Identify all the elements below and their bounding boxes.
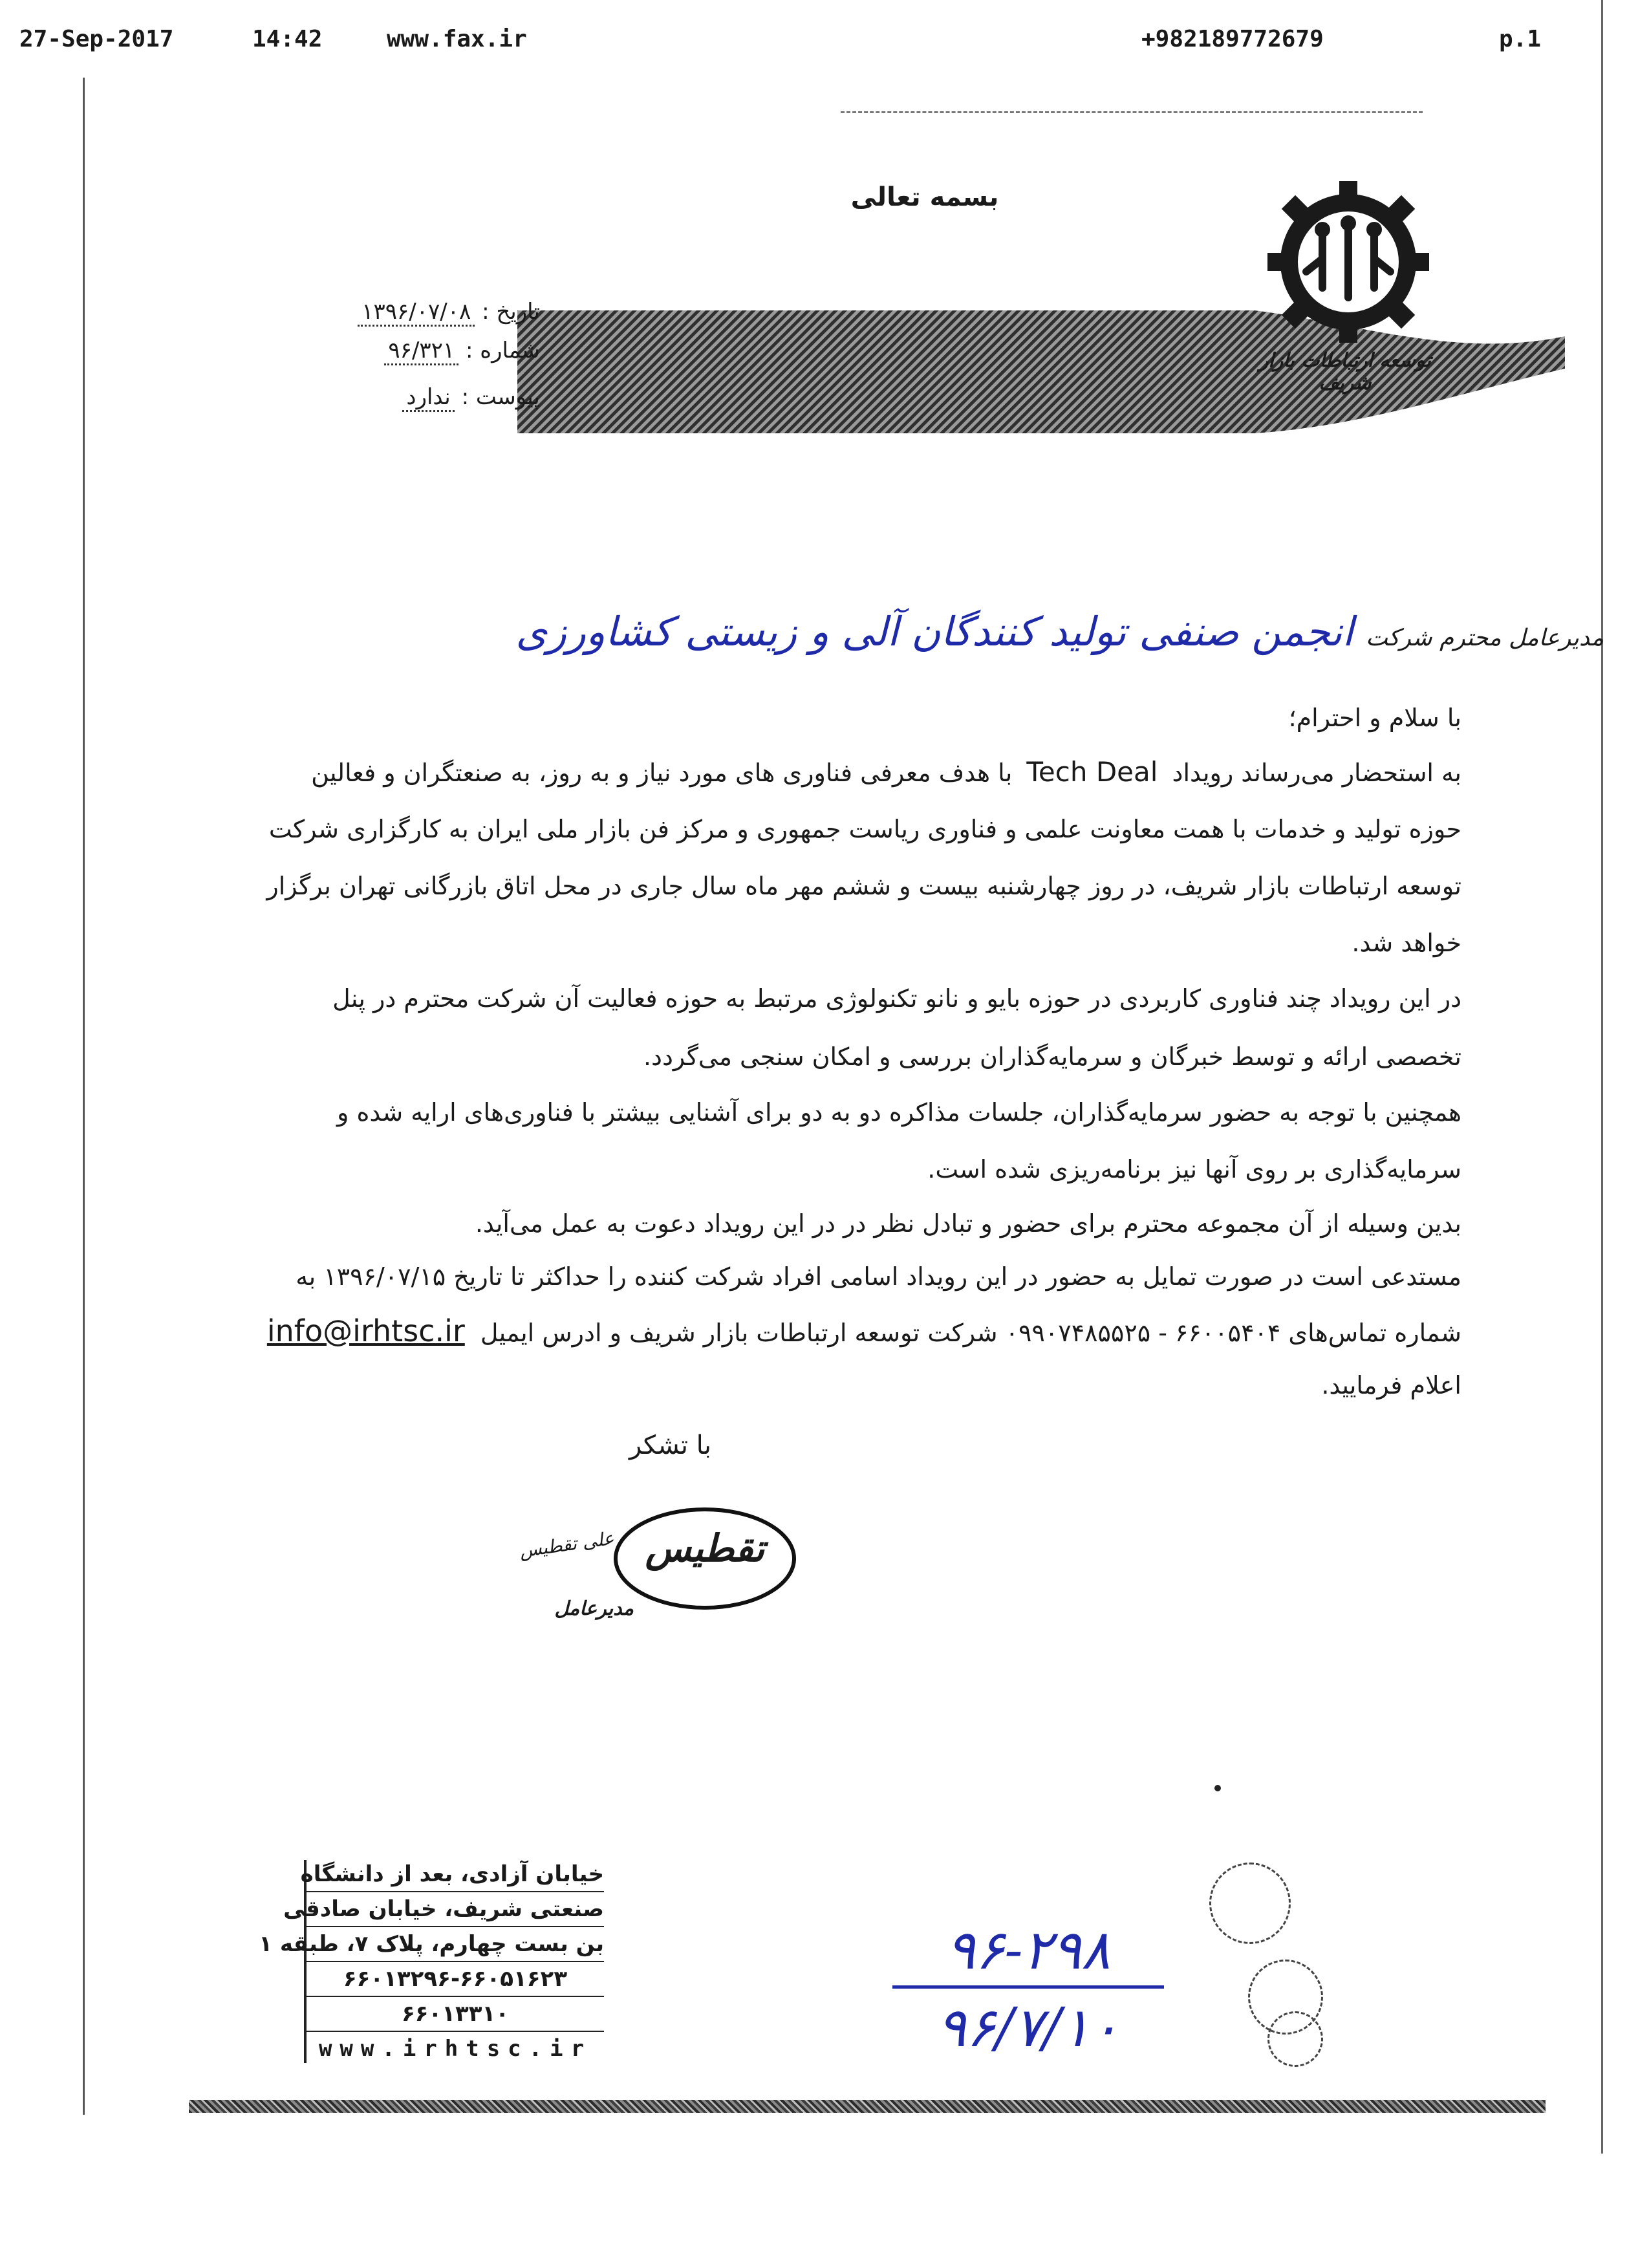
letter-number-row [285, 338, 540, 363]
p5-l2-text: شماره تماس‌های ۶۶۰۰۵۴۰۴ - ۰۹۹۰۷۴۸۵۵۲۵ شرکت توسعه ارتباطات بازار شریف و ادرس ایمیل [480, 1319, 1461, 1347]
footer-address-block [259, 1860, 604, 2063]
basmala: بسمه تعالی [850, 182, 999, 212]
footer-addr-line-1: خیابان آزادی، بعد از دانشگاه [307, 1860, 604, 1892]
stamp-circle-1 [1209, 1863, 1291, 1944]
bottom-hatched-bar [189, 2100, 1546, 2113]
paragraph-5-line-3: اعلام فرمایید. [1321, 1371, 1461, 1399]
paragraph-1-line-2: حوزه تولید و خدمات با همت معاونت علمی و فناوری ریاست جمهوری و مرکز فن بازار ملی ایران به کارگزاری شرکت [268, 815, 1461, 843]
p1-l1-post: با هدف معرفی فناوری های مورد نیاز و به روز، به صنعتگران و فعالین [311, 759, 1013, 787]
date-label: تاریخ : [482, 299, 540, 325]
fax-site: www.fax.ir [387, 26, 527, 52]
fax-phone: +982189772679 [1141, 26, 1324, 52]
seal-signature-text: تقطیس [645, 1526, 765, 1570]
company-name-logo: توسعه ارتباطات بازار شریف [1259, 349, 1431, 394]
number-value: ۹۶/۳۲۱ [384, 338, 458, 365]
closing-thanks: با تشکر [629, 1431, 711, 1460]
letter-attachment-row [304, 384, 540, 410]
paragraph-3-line-2: سرمایه‌گذاری بر روی آنها نیز برنامه‌ریزی شده است. [927, 1155, 1461, 1183]
signer-name: علی تقطیس [518, 1527, 616, 1562]
paragraph-5-line-1: مستدعی است در صورت تمایل به حضور در این رویداد اسامی افراد شرکت کننده را حداکثر تا تاریخ ۱۳۹۶/۰۷/۱۵ به [296, 1262, 1461, 1291]
paragraph-1-line-4: خواهد شد. [1352, 929, 1461, 957]
company-logo-icon [1261, 175, 1436, 349]
paragraph-5-line-2 [155, 1313, 1461, 1348]
addressee-prefix: مدیرعامل محترم شرکت [1366, 625, 1604, 651]
p1-l1-pre: به استحضار می‌رساند رویداد [1172, 759, 1461, 787]
contact-email-link[interactable]: info@irhtsc.ir [266, 1313, 465, 1348]
footer-phone-1: ۶۶۰۱۳۲۹۶-۶۶۰۵۱۶۲۳ [307, 1962, 604, 1997]
paragraph-2-line-1: در این رویداد چند فناوری کاربردی در حوزه بایو و نانو تکنولوژی مرتبط به حوزه فعالیت آن شرکت محترم در پنل [332, 984, 1461, 1013]
letter-date-row [304, 299, 540, 325]
footer-phone-2: ۶۶۰۱۳۳۱۰ [307, 1997, 604, 2032]
handwritten-ref-date: ۹۶/۷/۱۰ [936, 1996, 1120, 2059]
paragraph-1-line-3: توسعه ارتباطات بازار شریف، در روز چهارشنبه بیست و ششم مهر ماه سال جاری در محل اتاق بازرگانی تهران برگزار [266, 872, 1461, 900]
paragraph-3-line-1: همچنین با توجه به حضور سرمایه‌گذاران، جلسات مذاکره دو به دو برای آشنایی بیشتر با فناوری‌های ارایه شده و [337, 1098, 1461, 1127]
addressee-line [116, 608, 1604, 655]
paragraph-1-line-1 [155, 758, 1461, 787]
fax-time: 14:42 [252, 26, 323, 52]
paragraph-2-line-2: تخصصی ارائه و توسط خبرگان و سرمایه‌گذاران بررسی و امکان سنجی می‌گردد. [643, 1042, 1461, 1071]
number-label: شماره : [466, 338, 540, 363]
attachment-value: ندارد [402, 384, 454, 412]
date-value: ۱۳۹۶/۰۷/۰۸ [358, 299, 475, 327]
handwritten-ref-number: ۹۶-۲۹۸ [892, 1914, 1164, 1989]
tech-deal-brand: Tech Deal [1026, 756, 1158, 788]
top-dashed-rule [841, 111, 1423, 113]
addressee-company-handwritten: انجمن صنفی تولید کنندگان آلی و زیستی کشاورزی [515, 608, 1353, 655]
signer-title: مدیرعامل [554, 1597, 634, 1620]
stamp-circle-3 [1267, 2011, 1323, 2067]
fax-page: p.1 [1499, 26, 1542, 52]
paragraph-4-line-1: بدین وسیله از آن مجموعه محترم برای حضور و تبادل نظر در در این رویداد دعوت به عمل می‌آید. [475, 1209, 1461, 1238]
attachment-label: پیوست : [461, 384, 540, 410]
footer-addr-line-3: بن بست چهارم، پلاک ۷، طبقه ۱ [307, 1927, 604, 1962]
footer-addr-line-2: صنعتی شریف، خیابان صادقی [307, 1892, 604, 1927]
scan-speck [1214, 1785, 1221, 1791]
greeting: با سلام و احترام؛ [1288, 704, 1461, 732]
fax-date: 27-Sep-2017 [19, 26, 174, 52]
right-edge-rule [1601, 0, 1603, 2154]
footer-website: www.irhtsc.ir [318, 2036, 592, 2062]
left-margin-rule [83, 78, 85, 2115]
